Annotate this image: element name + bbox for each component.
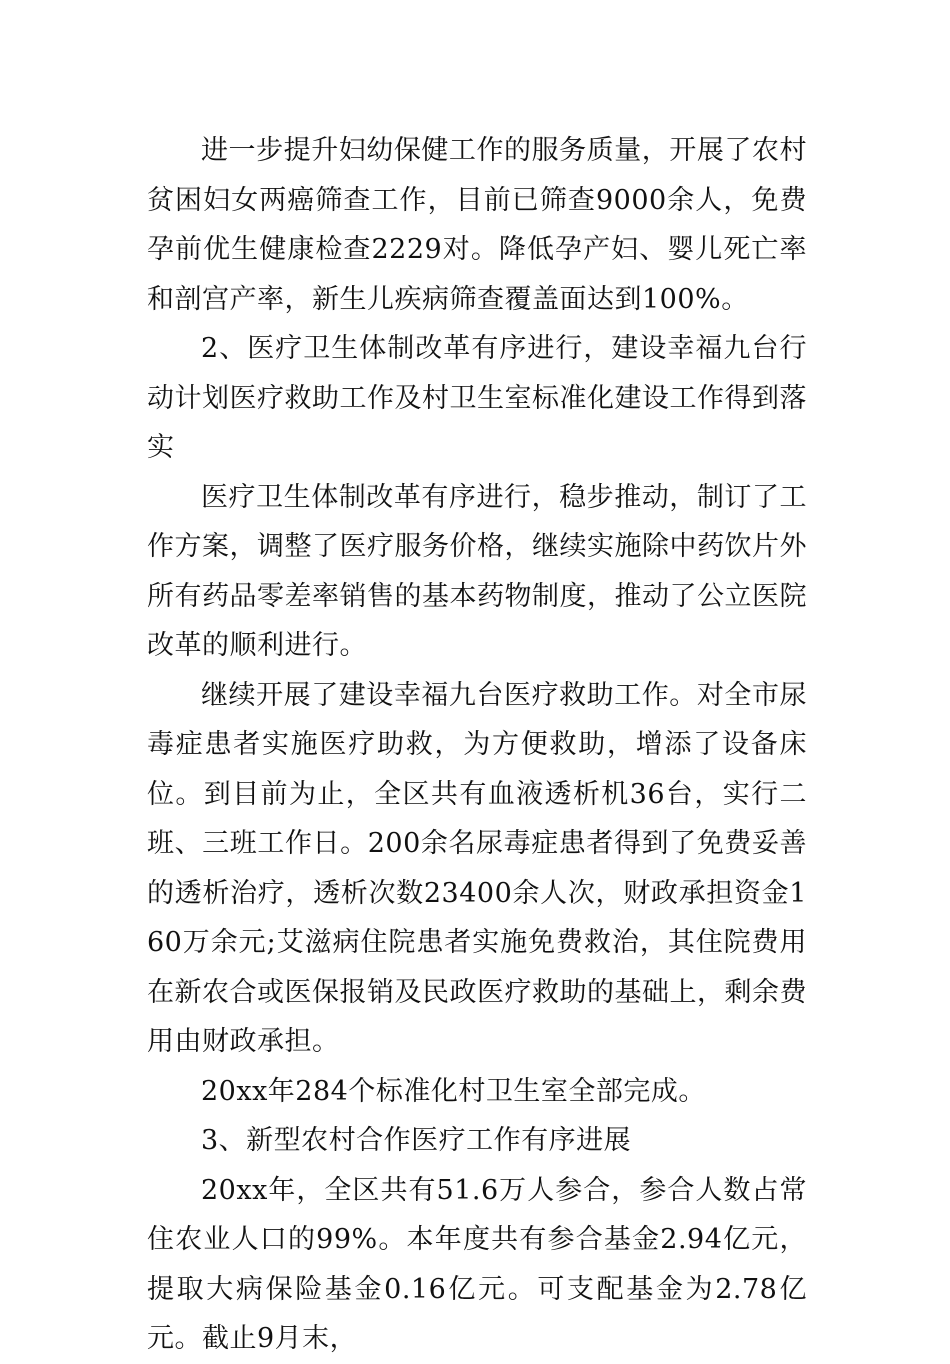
section-heading-rural-cooperative-medical: 3、新型农村合作医疗工作有序进展 (201, 1125, 632, 1156)
section-heading-medical-reform: 2、医疗卫生体制改革有序进行，建设幸福九台行动计划医疗救助工作及村卫生室标准化建设工作得到落实 (147, 333, 807, 463)
paragraph-medical-reform: 医疗卫生体制改革有序进行，稳步推动，制订了工作方案，调整了医疗服务价格，继续实施除中药饮片外所有药品零差率销售的基本药物制度，推动了公立医院改革的顺利进行。 (147, 481, 807, 661)
paragraph-maternal-child-health: 进一步提升妇幼保健工作的服务质量，开展了农村贫困妇女两癌筛查工作，目前已筛查9000余人，免费孕前优生健康检查2229对。降低孕产妇、婴儿死亡率和剖宫产率，新生儿疾病筛查覆盖面达到100%。 (147, 135, 807, 315)
paragraph-village-clinics: 20xx年284个标准化村卫生室全部完成。 (201, 1075, 706, 1107)
document-body (147, 126, 807, 1364)
paragraph-medical-assistance: 继续开展了建设幸福九台医疗救助工作。对全市尿毒症患者实施医疗助救，为方便救助，增添了设备床位。到目前为止，全区共有血液透析机36台，实行二班、三班工作日。200余名尿毒症患者得到了免费妥善的透析治疗，透析次数23400余人次，财政承担资金160万余元;艾滋病住院患者实施免费救治，其住院费用在新农合或医保报销及民政医疗救助的基础上，剩余费用由财政承担。 (147, 679, 807, 1057)
paragraph-rural-cooperative-medical: 20xx年，全区共有51.6万人参合，参合人数占常住农业人口的99%。本年度共有参合基金2.94亿元，提取大病保险基金0.16亿元。可支配基金为2.78亿元。截止9月末， (147, 1174, 807, 1354)
